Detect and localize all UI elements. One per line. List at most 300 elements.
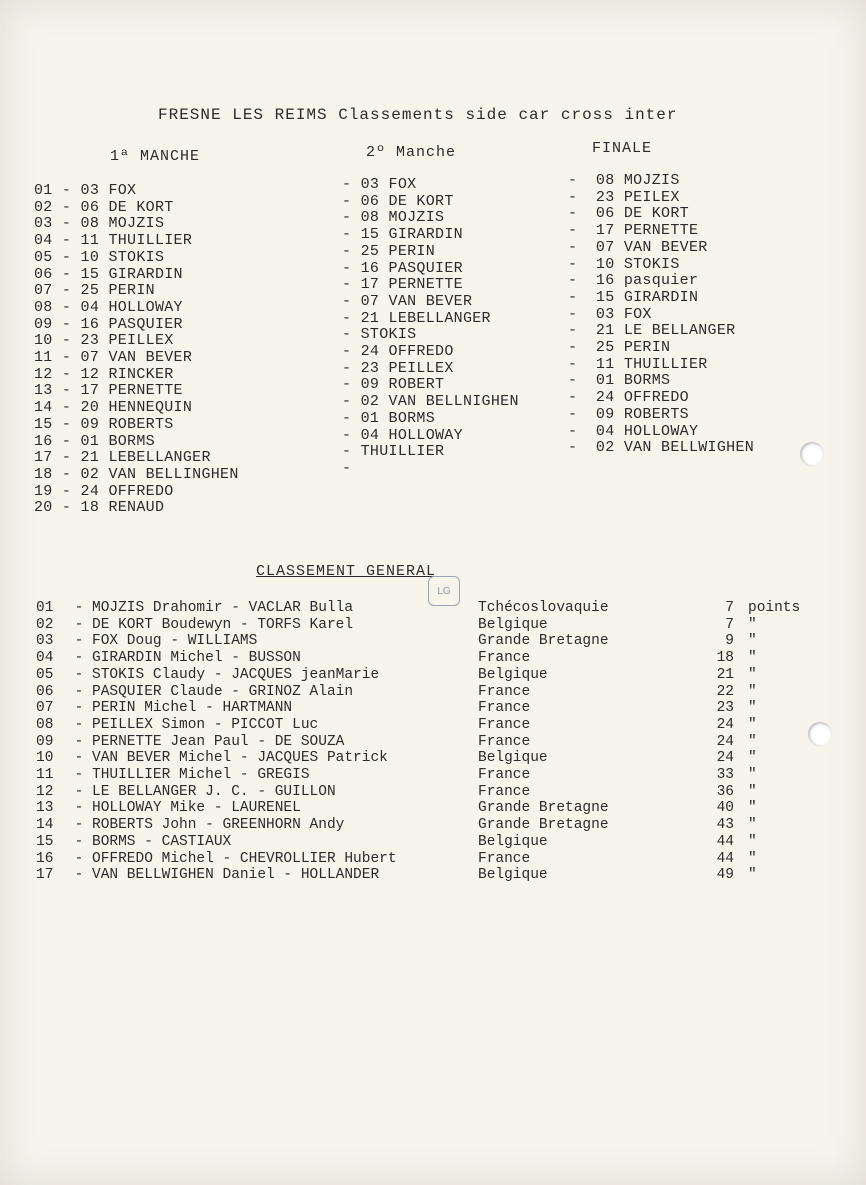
row-rider: MOJZIS [388,209,445,227]
row-rider: PASQUIER [108,315,183,333]
general-points-unit: " [748,833,757,850]
general-points-unit: " [748,700,757,717]
row-number: 24 [360,343,380,361]
row-number: 25 [80,282,100,300]
row-number: 02 [360,393,380,411]
general-position: 04 [36,650,54,667]
general-points: 36 [716,783,734,800]
row-number: 20 [80,399,100,417]
general-points-unit: " [748,783,757,800]
finale-row: - 17 PERNETTE [568,222,699,240]
row-number: 25 [595,339,615,357]
row-rider: ROBERTS [108,415,174,433]
row-number: 23 [80,332,100,350]
row-number: 18 [80,499,100,517]
row-number: 06 [80,198,100,216]
row-position: 13 [34,382,53,400]
manche1-row: 02 - 06 DE KORT [34,198,174,216]
row-rider: GIRARDIN [108,265,183,283]
general-crew: HOLLOWAY Mike - LAURENEL [92,800,301,817]
row-number: 15 [595,288,615,306]
general-country: Belgique [478,867,548,884]
row-rider: HOLLOWAY [623,422,699,440]
row-number: 02 [80,465,100,483]
manche2-row: - 15 GIRARDIN [342,226,463,244]
row-number: 03 [595,305,615,323]
row-rider: FOX [108,182,137,199]
row-rider: VAN BEVER [108,349,193,367]
general-crew: DE KORT Boudewyn - TORFS Karel [92,616,354,633]
general-points: 49 [716,867,734,884]
general-position: 07 [36,700,54,717]
row-number: 16 [595,272,615,290]
general-points-unit: " [748,733,757,750]
general-crew: FOX Doug - WILLIAMS [92,633,258,650]
manche1-row: 03 - 08 MOJZIS [34,215,165,233]
general-position: 12 [36,783,54,800]
finale-results [568,173,754,457]
general-points: 9 [725,633,734,650]
row-position: 09 [34,315,53,333]
row-number: 06 [595,205,615,223]
general-row [36,851,757,868]
general-classification-header: CLASSEMENT GENERAL [256,563,437,580]
general-row [36,650,757,667]
general-row [36,867,757,884]
punch-hole-bottom [808,722,832,746]
finale-row: - 24 OFFREDO [568,389,689,407]
finale-row: - 21 LE BELLANGER [568,322,736,340]
general-crew: VAN BELLWIGHEN Daniel - HOLLANDER [92,867,380,884]
general-row [36,617,757,634]
manche2-row: - 04 HOLLOWAY [342,426,463,444]
row-number: 01 [80,432,100,450]
manche2-row: - 02 VAN BELLNIGHEN [342,393,519,411]
manche1-row: 12 - 12 RINCKER [34,365,174,383]
general-crew: ROBERTS John - GREENHORN Andy [92,817,345,834]
general-dash: - [74,683,84,700]
row-rider: RINCKER [108,365,174,383]
general-dash: - [74,666,84,683]
row-number: 09 [80,415,100,433]
finale-row: - 23 PEILEX [568,188,680,206]
manche1-row: 04 - 11 THUILLIER [34,232,193,250]
general-position: 06 [36,683,54,700]
manche1-row: 10 - 23 PEILLEX [34,332,174,350]
row-position: 08 [34,298,53,316]
general-points: 40 [716,800,734,817]
general-points-unit: " [748,666,757,683]
general-points-unit: " [748,650,757,667]
row-number: 01 [595,372,615,390]
row-number: 11 [595,355,615,373]
row-position: 15 [34,415,53,433]
row-number: 09 [360,376,380,394]
general-points-unit: " [748,616,757,633]
general-points-unit: " [748,767,757,783]
row-position: 11 [34,349,53,367]
general-crew: THUILLIER Michel - GREGIS [92,767,310,783]
row-rider: PERNETTE [108,382,183,400]
general-country: France [478,733,531,750]
general-position: 02 [36,616,54,633]
general-dash: - [74,800,84,817]
row-number: 24 [80,482,100,500]
row-position: 07 [34,282,53,300]
general-row [36,767,757,784]
general-row [36,750,757,767]
general-points-unit: " [748,750,757,767]
manche1-row: 16 - 01 BORMS [34,432,155,450]
manche2-row: - 03 FOX [342,176,417,193]
finale-row: - 07 VAN BEVER [568,238,708,256]
manche1-row: 17 - 21 LEBELLANGER [34,449,211,467]
row-rider: FOX [623,305,652,323]
general-dash: - [74,600,84,616]
general-crew: PASQUIER Claude - GRINOZ Alain [92,683,354,700]
general-country: Belgique [478,616,548,633]
general-points: 22 [716,683,734,700]
general-row [36,784,757,801]
general-points-unit: " [748,800,757,817]
finale-row: - 16 pasquier [568,272,699,290]
row-rider: VAN BELLWIGHEN [623,439,755,457]
general-points: 24 [716,733,734,750]
manche2-row: - 06 DE KORT [342,192,454,210]
general-points: 24 [716,750,734,767]
general-row [36,817,757,834]
row-number: 02 [595,439,615,457]
manche1-row: 11 - 07 VAN BEVER [34,349,193,367]
general-points: 7 [725,600,734,616]
general-country: Grande Bretagne [478,633,609,650]
row-rider: PERNETTE [388,276,463,294]
row-rider: OFFREDO [388,343,454,361]
row-rider: PEILLEX [108,332,174,350]
general-country: Belgique [478,750,548,767]
row-rider: VAN BELLNIGHEN [388,393,519,411]
row-rider: LEBELLANGER [388,309,491,327]
row-position: 19 [34,482,53,500]
row-rider: BORMS [108,432,155,450]
manche2-row: - 21 LEBELLANGER [342,309,491,327]
finale-row: - 09 ROBERTS [568,405,689,423]
general-row [36,684,757,701]
row-rider: THUILLIER [360,443,445,461]
row-position: 12 [34,365,53,383]
row-position: 20 [34,499,53,517]
row-rider: pasquier [623,272,699,290]
general-dash: - [74,716,84,733]
row-rider: LEBELLANGER [108,449,211,467]
general-position: 17 [36,867,54,884]
general-dash: - [74,750,84,767]
general-crew: PEILLEX Simon - PICCOT Luc [92,716,319,733]
row-number: 03 [80,182,100,199]
row-number: 15 [80,265,100,283]
document-title: FRESNE LES REIMS Classements side car cross inter [158,106,678,124]
general-country: France [478,650,531,667]
general-position: 13 [36,800,54,817]
general-points-unit: points [748,600,801,616]
row-position: 06 [34,265,53,283]
general-country: Grande Bretagne [478,817,609,834]
general-country: France [478,683,531,700]
row-position: 17 [34,449,53,467]
general-points: 23 [716,700,734,717]
manche2-row: - THUILLIER [342,443,445,461]
row-rider: HENNEQUIN [108,399,193,417]
manche1-row: 08 - 04 HOLLOWAY [34,298,183,316]
finale-row: - 15 GIRARDIN [568,288,699,306]
general-dash: - [74,767,84,783]
row-rider: HOLLOWAY [108,298,183,316]
row-rider: PEILLEX [388,359,454,377]
general-points-unit: " [748,633,757,650]
row-number: 12 [80,365,100,383]
row-position: 03 [34,215,53,233]
row-rider: DE KORT [108,198,174,216]
finale-row: - 02 VAN BELLWIGHEN [568,439,755,457]
general-row [36,667,757,684]
general-position: 09 [36,733,54,750]
manche1-row: 07 - 25 PERIN [34,282,155,300]
row-number: 07 [80,349,100,367]
general-points: 33 [716,767,734,783]
row-rider: DE KORT [388,192,454,210]
row-number: 10 [80,248,100,266]
general-dash: - [74,867,84,884]
general-country: France [478,700,531,717]
row-rider: VAN BEVER [388,292,473,310]
row-rider: VAN BELLINGHEN [108,465,239,483]
row-number: 06 [360,192,380,210]
general-position: 10 [36,750,54,767]
row-rider: PERIN [108,282,155,300]
row-rider: RENAUD [108,499,165,517]
general-position: 01 [36,600,54,616]
manche1-row: 18 - 02 VAN BELLINGHEN [34,465,239,483]
general-row [36,734,757,751]
row-number: 03 [360,176,380,193]
row-number: 21 [595,322,615,340]
general-crew: LE BELLANGER J. C. - GUILLON [92,783,336,800]
general-position: 05 [36,666,54,683]
general-dash: - [74,633,84,650]
row-number: 17 [80,382,100,400]
row-number: 17 [595,222,615,240]
row-rider: ROBERTS [623,405,689,423]
manche1-row: 06 - 15 GIRARDIN [34,265,183,283]
manche1-row: 13 - 17 PERNETTE [34,382,183,400]
row-rider: VAN BEVER [623,238,708,256]
general-position: 03 [36,633,54,650]
general-country: Belgique [478,833,548,850]
row-number: 15 [360,226,380,244]
general-dash: - [74,650,84,667]
general-country: France [478,783,531,800]
row-number: 08 [595,172,615,189]
manche1-row: 05 - 10 STOKIS [34,248,165,266]
general-points: 7 [725,616,734,633]
general-dash: - [74,733,84,750]
manche2-results [342,177,519,478]
manche2-row: - 24 OFFREDO [342,343,454,361]
finale-row: - 04 HOLLOWAY [568,422,699,440]
general-points-unit: " [748,850,757,867]
general-crew: OFFREDO Michel - CHEVROLLIER Hubert [92,850,397,867]
general-country: France [478,767,531,783]
row-rider: PERIN [388,242,436,260]
row-position: 01 [34,182,53,199]
row-rider: BORMS [388,409,436,427]
general-points-unit: " [748,817,757,834]
general-country: France [478,850,531,867]
row-rider: PERIN [623,339,671,357]
manche1-row: 20 - 18 RENAUD [34,499,165,517]
row-position: 18 [34,465,53,483]
manche2-row: - 17 PERNETTE [342,276,463,294]
row-rider: LE BELLANGER [623,322,736,340]
general-crew: VAN BEVER Michel - JACQUES Patrick [92,750,388,767]
general-crew: GIRARDIN Michel - BUSSON [92,650,301,667]
row-rider: FOX [388,176,417,193]
row-rider: HOLLOWAY [388,426,463,444]
general-points-unit: " [748,683,757,700]
general-dash: - [74,616,84,633]
row-rider: PERNETTE [623,222,699,240]
row-position: 05 [34,248,53,266]
row-number: 21 [360,309,380,327]
row-position: 10 [34,332,53,350]
punch-hole-top [800,442,824,466]
row-number: 16 [360,259,380,277]
general-points: 44 [716,850,734,867]
general-position: 16 [36,850,54,867]
general-crew: PERIN Michel - HARTMANN [92,700,293,717]
general-points-unit: " [748,867,757,884]
row-rider: BORMS [623,372,671,390]
row-number: 08 [80,215,100,233]
ownership-stamp: LG [428,576,460,606]
row-number: 21 [80,449,100,467]
row-number: 09 [595,405,615,423]
manche2-row: - 16 PASQUIER [342,259,463,277]
row-number: 07 [595,238,615,256]
manche1-row: 14 - 20 HENNEQUIN [34,399,193,417]
row-rider: STOKIS [623,255,680,273]
general-crew: PERNETTE Jean Paul - DE SOUZA [92,733,345,750]
general-country: Grande Bretagne [478,800,609,817]
finale-row: - 08 MOJZIS [568,172,680,189]
row-rider: THUILLIER [108,232,193,250]
row-position: 16 [34,432,53,450]
general-points: 43 [716,817,734,834]
general-country: Belgique [478,666,548,683]
manche1-row: 19 - 24 OFFREDO [34,482,174,500]
row-rider: PEILEX [623,188,680,206]
finale-row: - 11 THUILLIER [568,355,708,373]
general-position: 15 [36,833,54,850]
general-crew: MOJZIS Drahomir - VACLAR Bulla [92,600,354,616]
manche2-row: - 08 MOJZIS [342,209,445,227]
general-row [36,700,757,717]
row-number: 17 [360,276,380,294]
general-points: 21 [716,666,734,683]
manche2-row: - [342,459,361,477]
manche1-row: 01 - 03 FOX [34,182,137,199]
general-crew: BORMS - CASTIAUX [92,833,232,850]
general-points-unit: " [748,716,757,733]
row-rider: MOJZIS [623,172,680,189]
manche1-row: 15 - 09 ROBERTS [34,415,174,433]
manche2-row: - 09 ROBERT [342,376,445,394]
general-row [36,633,757,650]
row-number: 04 [80,298,100,316]
general-country: Tchécoslovaquie [478,600,609,616]
row-number: 01 [360,409,380,427]
row-rider: DE KORT [623,205,689,223]
row-rider: GIRARDIN [623,288,699,306]
row-rider: STOKIS [108,248,165,266]
general-dash: - [74,783,84,800]
manche2-row: - 23 PEILLEX [342,359,454,377]
general-points: 18 [716,650,734,667]
manche1-results [34,183,239,517]
general-row [36,717,757,734]
row-rider: THUILLIER [623,355,708,373]
general-crew: STOKIS Claudy - JACQUES jeanMarie [92,666,380,683]
finale-row: - 10 STOKIS [568,255,680,273]
row-number: 25 [360,242,380,260]
finale-header: FINALE [592,140,653,157]
general-country: France [478,716,531,733]
row-position: 02 [34,198,53,216]
finale-row: - 01 BORMS [568,372,671,390]
finale-row: - 03 FOX [568,305,652,323]
manche2-row: - 25 PERIN [342,242,436,260]
row-number: 16 [80,315,100,333]
row-rider: PASQUIER [388,259,463,277]
row-rider: GIRARDIN [388,226,463,244]
manche2-row: - STOKIS [342,326,417,344]
row-rider: ROBERT [388,376,445,394]
finale-row: - 06 DE KORT [568,205,689,223]
manche1-row: 09 - 16 PASQUIER [34,315,183,333]
row-position: 04 [34,232,53,250]
row-number: 04 [360,426,380,444]
row-rider: OFFREDO [623,389,689,407]
general-row [36,600,800,617]
row-number: 08 [360,209,380,227]
row-rider: STOKIS [360,326,417,344]
manche1-header: 1ª MANCHE [110,148,201,165]
row-number: 24 [595,389,615,407]
manche2-row: - 07 VAN BEVER [342,292,473,310]
general-row [36,834,757,851]
row-position: 14 [34,399,53,417]
general-row [36,800,757,817]
row-number: 07 [360,292,380,310]
row-number: 23 [595,188,615,206]
manche2-header: 2º Manche [366,144,457,161]
general-position: 14 [36,817,54,834]
finale-row: - 25 PERIN [568,339,671,357]
row-number: 11 [80,232,100,250]
general-position: 08 [36,716,54,733]
general-points: 44 [716,833,734,850]
general-dash: - [74,700,84,717]
